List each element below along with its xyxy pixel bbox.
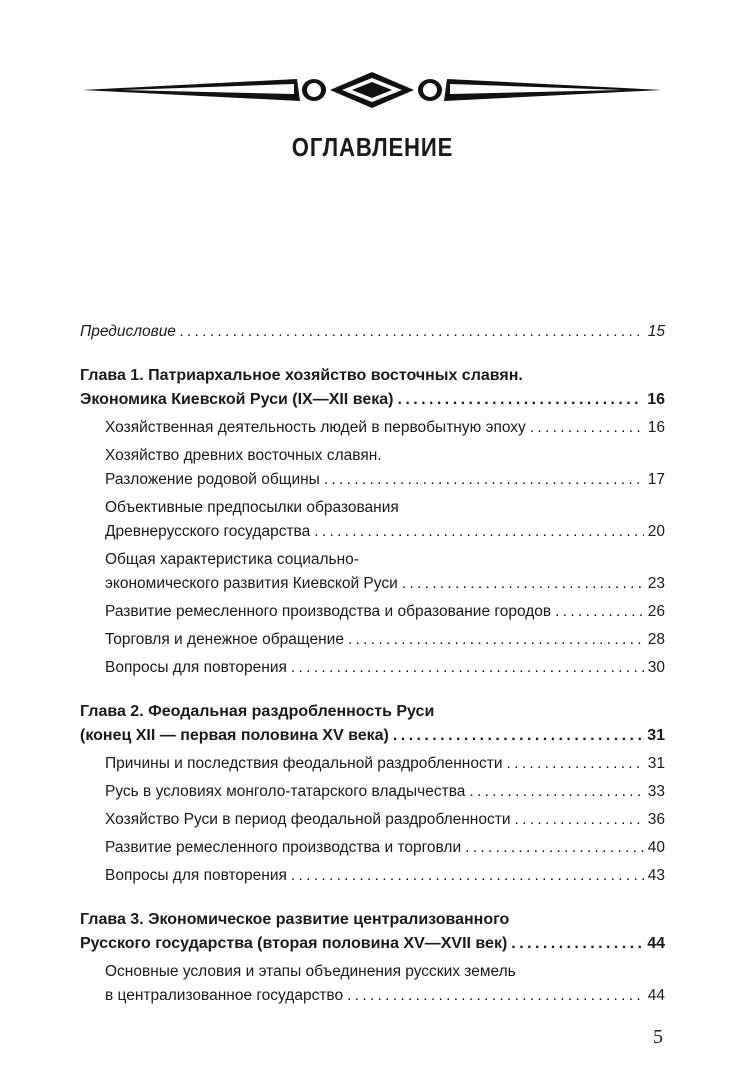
toc-entry-title: Причины и последствия феодальной раздробленности — [105, 755, 503, 772]
toc-entry[interactable] — [80, 780, 665, 804]
dot-leader — [402, 572, 644, 596]
toc-entry-title: экономического развития Киевской Руси — [105, 575, 398, 592]
dot-leader — [555, 600, 644, 624]
toc-entry-line: Глава 2. Феодальная раздробленность Руси — [80, 703, 435, 720]
toc-entry[interactable] — [80, 836, 665, 860]
toc-entry-line: Хозяйство древних восточных славян. — [105, 447, 382, 464]
toc-entry-page: 40 — [647, 839, 665, 856]
toc-entry-page: 28 — [647, 631, 665, 648]
toc-entry-title: в централизованное государство — [105, 987, 344, 1004]
toc-entry[interactable] — [80, 908, 665, 956]
toc-entry-page: 16 — [647, 419, 665, 436]
dot-leader — [180, 320, 644, 344]
toc-entry-title: Хозяйственная деятельность людей в первобытную эпоху — [105, 419, 526, 436]
toc-entry[interactable] — [80, 864, 665, 888]
toc-entry-title: Разложение родовой общины — [105, 471, 320, 488]
toc-entry-title: Хозяйство Руси в период феодальной раздробленности — [105, 811, 511, 828]
page-title: ОГЛАВЛЕНИЕ — [291, 132, 454, 162]
toc-entry-page: 43 — [647, 867, 665, 884]
toc-entry-page: 16 — [647, 391, 665, 408]
toc-entry-title: (конец XII — первая половина XV века) — [80, 727, 389, 744]
toc-entry-page: 30 — [647, 659, 665, 676]
toc-entry-title: Экономика Киевской Руси (IX—XII века) — [80, 391, 394, 408]
page-number: 5 — [653, 1026, 663, 1048]
toc-entry[interactable] — [80, 628, 665, 652]
toc-entry-page: 44 — [647, 987, 665, 1004]
dot-leader — [393, 724, 643, 748]
toc-entry-line: Основные условия и этапы объединения русских земель — [105, 963, 516, 980]
toc-entry-line: Объективные предпосылки образования — [105, 499, 399, 516]
toc-entry-page: 20 — [647, 523, 665, 540]
dot-leader — [348, 628, 644, 652]
toc-entry[interactable] — [80, 752, 665, 776]
toc-entry-title: Вопросы для повторения — [105, 867, 287, 884]
toc-entry-title: Развитие ремесленного производства и торговли — [105, 839, 462, 856]
dot-leader — [324, 468, 644, 492]
dot-leader — [515, 808, 644, 832]
toc-entry-line: Глава 1. Патриархальное хозяйство восточных славян. — [80, 367, 523, 384]
toc-entry[interactable] — [80, 656, 665, 680]
table-of-contents — [80, 320, 665, 1008]
toc-entry[interactable] — [80, 364, 665, 412]
toc-entry[interactable] — [80, 320, 665, 344]
toc-entry[interactable] — [80, 808, 665, 832]
toc-entry-page: 44 — [647, 935, 665, 952]
dot-leader — [465, 836, 644, 860]
dot-leader — [291, 864, 644, 888]
toc-entry[interactable] — [80, 960, 665, 1008]
toc-entry-title: Торговля и денежное обращение — [105, 631, 344, 648]
toc-entry[interactable] — [80, 548, 665, 596]
toc-entry-title: Развитие ремесленного производства и образование городов — [105, 603, 552, 620]
toc-entry-line: Глава 3. Экономическое развитие централизованного — [80, 911, 510, 928]
toc-entry-page: 15 — [647, 323, 665, 340]
toc-entry-title: Русского государства (вторая половина XV—XVII век) — [80, 935, 508, 952]
toc-entry-page: 36 — [647, 811, 665, 828]
dot-leader — [530, 416, 644, 440]
toc-entry-title: Русь в условиях монголо-татарского владычества — [105, 783, 466, 800]
toc-entry-page: 26 — [647, 603, 665, 620]
toc-entry-page: 31 — [647, 727, 665, 744]
toc-entry-title: Древнерусского государства — [105, 523, 311, 540]
toc-entry[interactable] — [80, 496, 665, 544]
toc-entry[interactable] — [80, 444, 665, 492]
toc-entry[interactable] — [80, 416, 665, 440]
dot-leader — [397, 388, 643, 412]
dot-leader — [291, 656, 644, 680]
toc-entry-title: Предисловие — [80, 323, 176, 340]
toc-entry-page: 31 — [647, 755, 665, 772]
dot-leader — [347, 984, 644, 1008]
toc-entry-page: 23 — [647, 575, 665, 592]
toc-entry-title: Вопросы для повторения — [105, 659, 287, 676]
toc-entry[interactable] — [80, 700, 665, 748]
toc-entry-line: Общая характеристика социально- — [105, 551, 359, 568]
toc-entry[interactable] — [80, 600, 665, 624]
dot-leader — [511, 932, 643, 956]
toc-entry-page: 33 — [647, 783, 665, 800]
dot-leader — [507, 752, 644, 776]
ornament-divider — [82, 70, 662, 110]
toc-entry-page: 17 — [647, 471, 665, 488]
dot-leader — [314, 520, 644, 544]
dot-leader — [469, 780, 643, 804]
